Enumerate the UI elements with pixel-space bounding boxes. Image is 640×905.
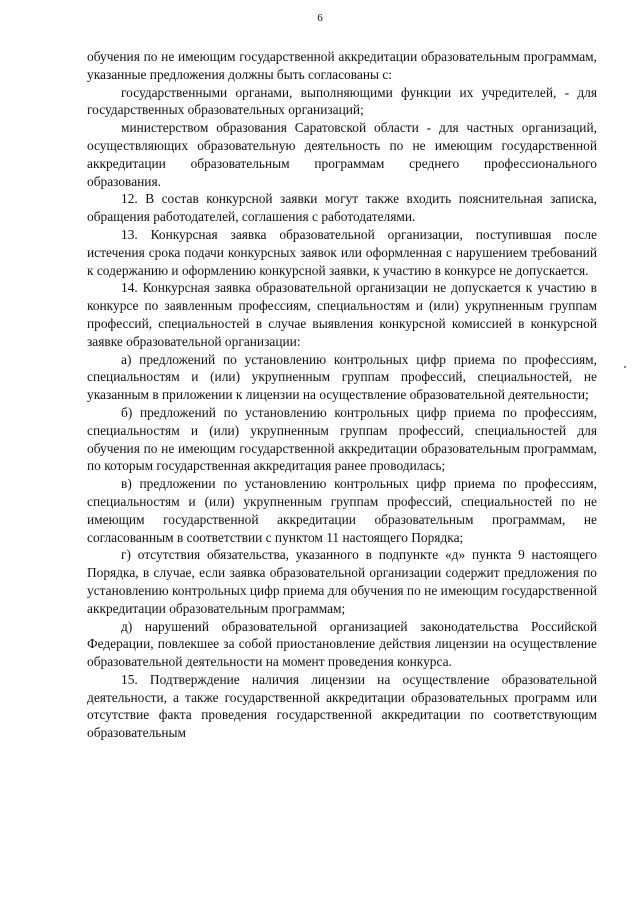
- paragraph-14-b: б) предложений по установлению контрольных цифр приема по профессиям, специальностям и (или) укрупненным группам профессий, специальностей для обучения по не имеющим государственной аккредитации образовательным программам, по которым государственная аккредитация ранее проводилась;: [87, 404, 597, 474]
- paragraph-14-a: а) предложений по установлению контрольных цифр приема по профессиям, специальностям и (или) укрупненным группам профессий, специальностей, не указанным в приложении к лицензии на осуществление образовательной деятельности;: [87, 351, 597, 403]
- paragraph-state-organs: государственными органами, выполняющими функции их учредителей, - для государственных образовательных организаций;: [87, 84, 597, 118]
- paragraph-continuation: обучения по не имеющим государственной аккредитации образовательным программам, указанные предложения должны быть согласованы с:: [87, 49, 597, 82]
- scan-speck: [624, 366, 626, 368]
- paragraph-14: 14. Конкурсная заявка образовательной организации не допускается к участию в конкурсе по заявленным профессиям, специальностям и (или) укрупненным группам профессий, специальностей в случае выявления конкурсной комиссией в конкурсной заявке образовательной организации:: [87, 280, 597, 349]
- document-body: [87, 48, 597, 742]
- paragraph-14-g: г) отсутствия обязательства, указанного в подпункте «д» пункта 9 настоящего Порядка, в случае, если заявка образовательной организации содержит предложения по установлению контрольных цифр приема для обучения по не имеющим государственной аккредитации образовательным программам;: [87, 547, 597, 616]
- paragraph-15: 15. Подтверждение наличия лицензии на осуществление образовательной деятельности, а также государственной аккредитации образовательных программ или отсутствие факта проведения государственной аккредитации по соответствующим образовательным: [87, 671, 597, 741]
- paragraph-14-v: в) предложении по установлению контрольных цифр приема по профессиям, специальностям и (или) укрупненным группам профессий, специальностей по не имеющим государственной аккредитации образовательным программам, не согласованным в соответствии с пунктом 11 настоящего Порядка;: [87, 476, 597, 545]
- paragraph-ministry: министерством образования Саратовской области - для частных организаций, осуществляющих образовательную деятельность по не имеющим государственной аккредитации образовательным программам среднего профессионального образования.: [87, 120, 597, 189]
- paragraph-14-d: д) нарушений образовательной организацией законодательства Российской Федерации, повлекшее за собой приостановление действия лицензии на осуществление образовательной деятельности на момент проведения конкурса.: [87, 618, 597, 670]
- paragraph-13: 13. Конкурсная заявка образовательной организации, поступившая после истечения срока подачи конкурсных заявок или оформленная с нарушением требований к содержанию и оформлению конкурсной заявки, к участию в конкурсе не допускается.: [87, 226, 597, 278]
- paragraph-12: 12. В состав конкурсной заявки могут также входить пояснительная записка, обращения работодателей, соглашения с работодателями.: [87, 191, 597, 225]
- page-number: 6: [317, 12, 323, 24]
